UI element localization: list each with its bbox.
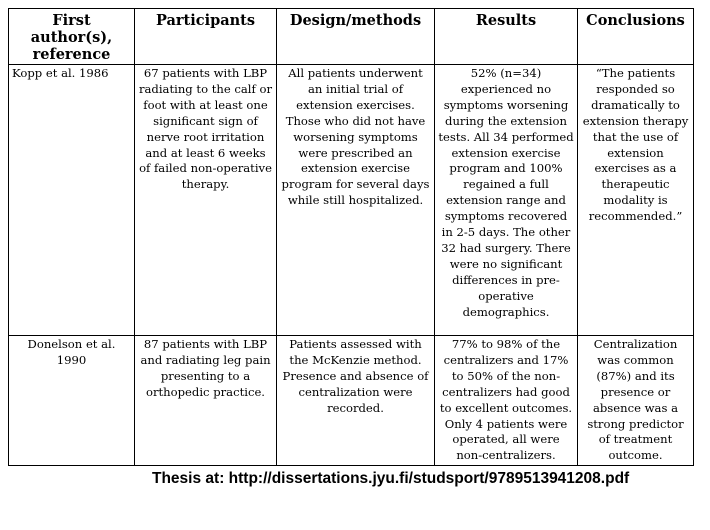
cell-participants: 87 patients with LBP and radiating leg pain presenting to a orthopedic practice. [135,336,277,466]
cell-conclusions: Centralization was common (87%) and its presence or absence was a strong predictor of treatment outcome. [578,336,694,466]
header-participants: Participants [135,9,277,65]
cell-reference: Donelson et al. 1990 [9,336,135,466]
table-row [9,65,694,336]
header-first-author: First author(s), reference [9,9,135,65]
cell-design: All patients underwent an initial trial of extension exercises. Those who did not have worsening symptoms were prescribed an extension exercise program for several days while still hospitalized. [277,65,435,336]
cell-results: 77% to 98% of the centralizers and 17% to 50% of the non-centralizers had good to excellent outcomes. Only 4 patients were operated, all were non-centralizers. [435,336,578,466]
header-results: Results [435,9,578,65]
literature-table [8,8,694,466]
table-row [9,336,694,466]
cell-design: Patients assessed with the McKenzie method. Presence and absence of centralization were recorded. [277,336,435,466]
cell-conclusions: “The patients responded so dramatically to extension therapy that the use of extension exercises as a therapeutic modality is recommended.” [578,65,694,336]
table-header-row [9,9,694,65]
cell-reference: Kopp et al. 1986 [9,65,135,336]
header-conclusions: Conclusions [578,9,694,65]
cell-participants: 67 patients with LBP radiating to the calf or foot with at least one significant sign of nerve root irritation and at least 6 weeks of failed non-operative therapy. [135,65,277,336]
header-design-methods: Design/methods [277,9,435,65]
cell-results: 52% (n=34) experienced no symptoms worsening during the extension tests. All 34 performed extension exercise program and 100% regained a full extension range and symptoms recovered in 2-5 days. The other 32 had surgery. There were no significant differences in pre-operative demographics. [435,65,578,336]
thesis-source-caption: Thesis at: http://dissertations.jyu.fi/studsport/9789513941208.pdf [152,470,630,487]
